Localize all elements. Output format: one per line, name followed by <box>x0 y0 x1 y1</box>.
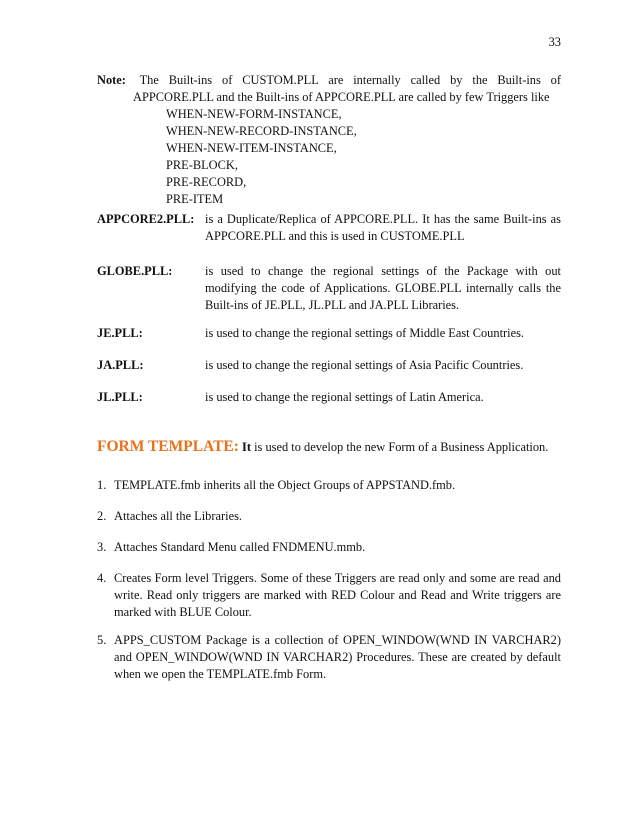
trigger-item: WHEN-NEW-RECORD-INSTANCE, <box>166 124 357 138</box>
definition-je <box>97 325 561 342</box>
definition-term: JE.PLL: <box>97 326 143 340</box>
definition-description: is used to change the regional settings of the Package with out modifying the code of Applications. GLOBE.PLL internally calls the Built-ins of JE.PLL, JL.PLL and JA.PLL Libraries. <box>205 264 561 312</box>
step-number: 1. <box>97 478 107 492</box>
definition-ja <box>97 357 561 374</box>
definition-description: is used to change the regional settings of Asia Pacific Countries. <box>205 358 524 372</box>
step-number: 2. <box>97 509 107 523</box>
note-block <box>97 72 561 208</box>
trigger-item: PRE-ITEM <box>166 192 224 206</box>
definition-term: JA.PLL: <box>97 358 144 372</box>
trigger-item: PRE-RECORD, <box>166 175 247 189</box>
definition-appcore2 <box>97 211 561 245</box>
step-number: 3. <box>97 540 107 554</box>
step-3 <box>97 539 561 556</box>
step-2 <box>97 508 561 525</box>
note-line-2: APPCORE.PLL and the Built-ins of APPCORE.PLL are called by few Triggers like <box>133 90 550 104</box>
trigger-list <box>166 106 561 208</box>
step-4 <box>97 570 561 621</box>
step-1 <box>97 477 561 494</box>
step-text: Attaches all the Libraries. <box>114 509 242 523</box>
definition-jl <box>97 389 561 406</box>
definition-term: APPCORE2.PLL: <box>97 212 195 226</box>
step-5 <box>97 632 561 683</box>
definition-term: JL.PLL: <box>97 390 143 404</box>
form-template-description: is used to develop the new Form of a Business Application. <box>254 440 549 454</box>
trigger-item: PRE-BLOCK, <box>166 158 238 172</box>
step-text: Attaches Standard Menu called FNDMENU.mmb. <box>114 540 366 554</box>
definition-description: is used to change the regional settings of Latin America. <box>205 390 484 404</box>
form-template-heading <box>97 438 567 456</box>
step-number: 5. <box>97 633 107 647</box>
step-text: Creates Form level Triggers. Some of these Triggers are read only and some are read and write. Read only triggers are marked with RED Colour and Read and Write triggers are marked with BLUE Colour. <box>114 571 561 619</box>
form-template-it: It <box>242 440 251 454</box>
definition-description: is used to change the regional settings of Middle East Countries. <box>205 326 524 340</box>
trigger-item: WHEN-NEW-ITEM-INSTANCE, <box>166 141 337 155</box>
step-text: TEMPLATE.fmb inherits all the Object Groups of APPSTAND.fmb. <box>114 478 456 492</box>
definition-globe <box>97 263 561 314</box>
note-first-line <box>97 72 561 89</box>
step-number: 4. <box>97 571 107 585</box>
trigger-item: WHEN-NEW-FORM-INSTANCE, <box>166 107 342 121</box>
note-label: Note: <box>97 73 126 87</box>
page-number: 33 <box>548 35 561 49</box>
note-line-1: The Built-ins of CUSTOM.PLL are internally called by the Built-ins of <box>139 73 561 87</box>
definition-term: GLOBE.PLL: <box>97 264 173 278</box>
form-template-title: FORM TEMPLATE: <box>97 438 239 455</box>
step-text: APPS_CUSTOM Package is a collection of OPEN_WINDOW(WND IN VARCHAR2) and OPEN_WINDOW(WND IN VARCHAR2) Procedures. These are created by default when we open the TEMPLATE.fmb Form. <box>114 633 561 681</box>
definition-description: is a Duplicate/Replica of APPCORE.PLL. It has the same Built-ins as APPCORE.PLL and this is used in CUSTOME.PLL <box>205 212 561 243</box>
